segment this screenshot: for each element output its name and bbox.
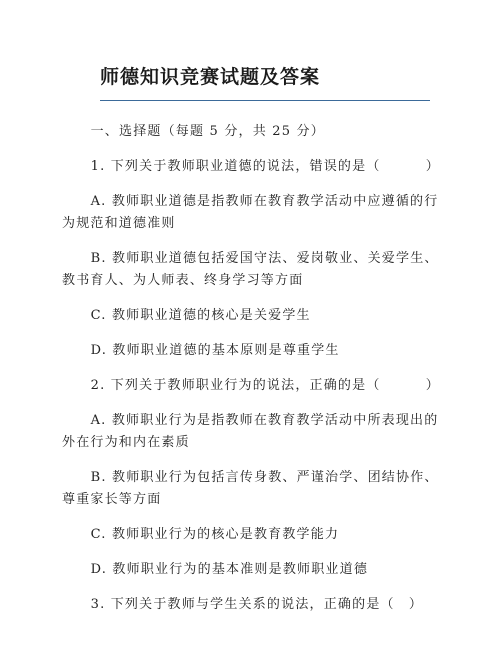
document-body xyxy=(62,112,444,616)
question-2-option-d: D. 教师职业行为的基本准则是教师职业道德 xyxy=(90,562,369,577)
question-1-option-c: C. 教师职业道德的核心是关爱学生 xyxy=(90,308,311,323)
question-1-option-b: B. 教师职业道德包括爱国守法、爱岗敬业、关爱学生、教书育人、为人师表、终身学习等方面 xyxy=(62,251,439,288)
question-2-stem xyxy=(62,375,444,397)
question-1-option-a: A. 教师职业道德是指教师在教育教学活动中应遵循的行为规范和道德准则 xyxy=(62,194,439,231)
question-2-paren: ） xyxy=(425,378,440,393)
question-1-text: 1. 下列关于教师职业道德的说法，错误的是（ xyxy=(90,159,381,174)
question-2-text: 2. 下列关于教师职业行为的说法，正确的是（ xyxy=(90,378,381,393)
question-3-stem: 3. 下列关于教师与学生关系的说法，正确的是（ ） xyxy=(90,597,424,612)
document-title: 师德知识竞赛试题及答案 xyxy=(100,66,321,88)
question-2-option-a: A. 教师职业行为是指教师在教育教学活动中所表现出的外在行为和内在素质 xyxy=(62,413,439,450)
question-2-option-b: B. 教师职业行为包括言传身教、严谨治学、团结协作、尊重家长等方面 xyxy=(62,470,439,507)
question-1-option-d: D. 教师职业道德的基本原则是尊重学生 xyxy=(90,343,340,358)
section-heading: 一、选择题（每题 5 分，共 25 分） xyxy=(90,124,325,139)
question-2-option-c: C. 教师职业行为的核心是教育教学能力 xyxy=(90,527,340,542)
title-divider xyxy=(100,100,430,101)
question-1-stem xyxy=(62,156,444,178)
question-1-paren: ） xyxy=(425,159,440,174)
